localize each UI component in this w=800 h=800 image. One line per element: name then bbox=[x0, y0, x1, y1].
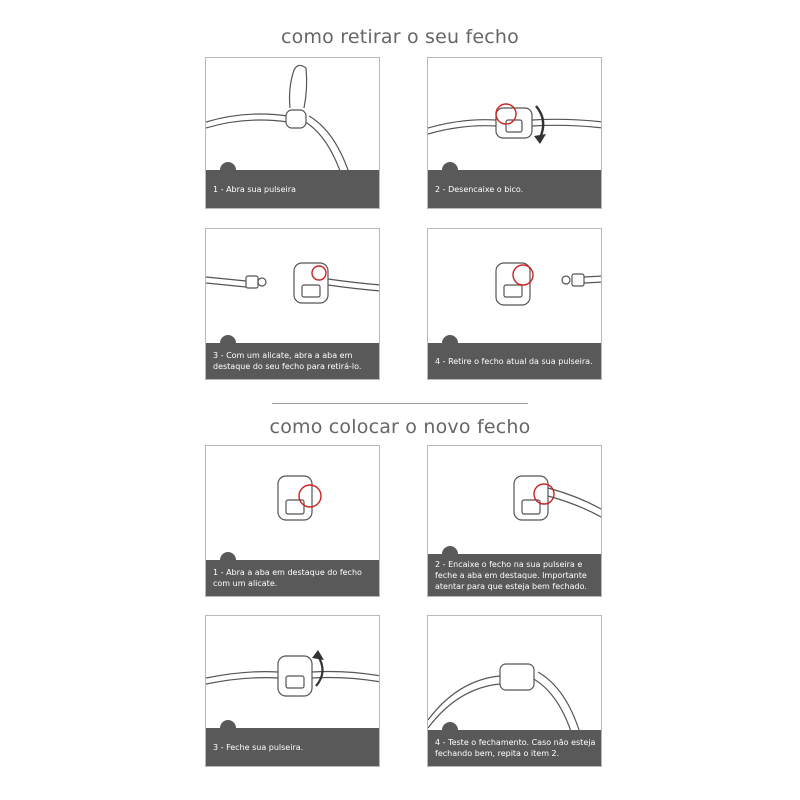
step-caption bbox=[206, 343, 380, 379]
section-divider bbox=[272, 403, 528, 404]
step-caption bbox=[428, 343, 602, 379]
caption-text: 4 - Retire o fecho atual da sua pulseira. bbox=[435, 356, 593, 366]
caption-text: 1 - Abra sua pulseira bbox=[213, 184, 296, 194]
step-caption bbox=[206, 560, 380, 596]
step-caption bbox=[206, 170, 380, 208]
step-panel-remove-3 bbox=[205, 228, 380, 380]
step-caption bbox=[428, 554, 602, 596]
caption-text: 2 - Encaixe o fecho na sua pulseira e feche a aba em destaque. Importante atentar para que esteja bem fechado. bbox=[435, 559, 587, 591]
step-caption bbox=[428, 730, 602, 766]
caption-text: 4 - Teste o fechamento. Caso não esteja fechando bem, repita o item 2. bbox=[435, 738, 596, 758]
section-title-remove: como retirar o seu fecho bbox=[281, 26, 519, 48]
caption-text: 3 - Com um alicate, abra a aba em destaque do seu fecho para retirá-lo. bbox=[213, 351, 362, 371]
step-caption bbox=[206, 728, 380, 766]
step-panel-remove-1 bbox=[205, 57, 380, 209]
step-panel-attach-3 bbox=[205, 615, 380, 767]
step-panel-attach-1 bbox=[205, 445, 380, 597]
step-panel-attach-4 bbox=[427, 615, 602, 767]
caption-text: 1 - Abra a aba em destaque do fecho com um alicate. bbox=[213, 568, 362, 588]
caption-text: 2 - Desencaixe o bico. bbox=[435, 184, 524, 194]
step-panel-attach-2 bbox=[427, 445, 602, 597]
caption-text: 3 - Feche sua pulseira. bbox=[213, 742, 304, 752]
step-panel-remove-2 bbox=[427, 57, 602, 209]
step-panel-remove-4 bbox=[427, 228, 602, 380]
step-caption bbox=[428, 170, 602, 208]
section-title-attach: como colocar o novo fecho bbox=[269, 416, 531, 438]
